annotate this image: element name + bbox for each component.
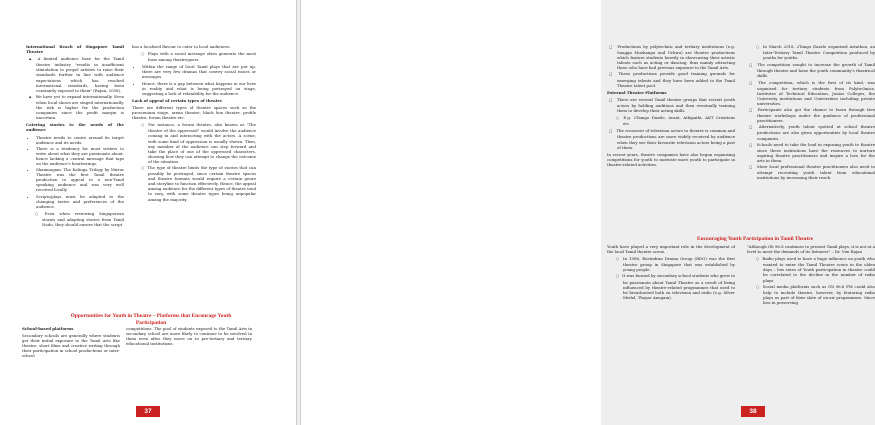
social-message-sublist	[132, 51, 256, 62]
rdg-history-list	[607, 256, 735, 300]
list-item: ○ In 1986, Ravindran Drama Group (RDG) was the first theatre group in Singapore that was established by young people.	[623, 256, 735, 272]
list-item: ◆ A limited audience base for the Tamil theatre industry "results in insufficient stimulation to propel artistes to raise their standards further in line with audience expectations which has reached international standards, having been constantly exposed to them" (Rajan, 2008).	[36, 56, 124, 93]
left-bottom-column-2	[126, 326, 252, 348]
list-item: ○ Social media platforms such as Oli 96.8 FM could also help to include theatre, however, by featuring radio plays as part of their slate of on-air programmes. Since less in preserving	[763, 284, 875, 305]
school-platforms-paragraph: Secondary schools are generally where students get their initial exposure to the Tamil Arts like theatre, short films and creative writing through their participation in school productions or inter-school	[22, 333, 120, 359]
page-number-badge: 37	[136, 406, 160, 417]
right-column-1	[607, 44, 735, 169]
list-item: • Scripts/plays must be adapted to the changing tastes and preferences of the audience.	[36, 194, 124, 209]
list-item: □ Alternatively, youth talent spotted at school theatre productions are also given opportunities by local theatre companies.	[757, 124, 875, 140]
list-item: ○ Radio plays used to have a huge influence on youth who wanted to enter the Tamil Theatre scene in the olden days – low rates of Youth participation in theatre could be correlated to the decline in the number of radio plays.	[763, 256, 875, 282]
left-column-2	[132, 44, 256, 204]
theatre-types-paragraph: There are different types of theatre spaces such as the proscenium stage, arena theatre, black box theatre, profile theatre, forum theatre etc.	[132, 104, 256, 121]
social-issues-list	[132, 64, 256, 96]
list-item: ○ The type of theatre limits the type of stories that can possibly be portrayed, since certain theatre spaces and theatre formats would require a certain genre and storyline to function effectively. Hence, the appeal among audience for the different types of theatre tend to vary, with some theatre types being unpopular among the majority.	[148, 165, 256, 202]
list-item: ○ It was formed by secondary school students who grew to be passionate about Tamil Theatre as a result of being influenced by theatre-related programmes that used to be broadcasted both on television and radio (e.g. Silver Medal, Thayar Anugam).	[623, 273, 735, 299]
right-column-2	[747, 44, 875, 182]
youth-opportunities-section-title: Opportunities for Youth in Theatre – Platforms that Encourage Youth Participation	[70, 313, 232, 326]
list-item: □ The competition sought to increase the growth of Tamil through theatre and hone the youth community's theatrical skills.	[757, 62, 875, 78]
localised-flavour-text: has a localised flavour to cater to local audiences.	[132, 44, 231, 49]
competitions-paragraph: competitions. The pool of students exposed to the Tamil Arts in secondary school are more likely to continue to be involved in them even after they move on to pre-tertiary and tertiary educational institutions.	[126, 326, 252, 347]
theatre-groups-list	[607, 97, 735, 113]
page-number-badge: 38	[741, 406, 765, 417]
left-page	[0, 0, 297, 425]
catering-stories-heading: Catering stories to the needs of the audience	[26, 122, 124, 133]
list-item: ○ In March 2018, 2Tango Dazzle organised Artathon, an Inter-Tertiary Tamil Theatre Competition produced by youths for youths.	[763, 44, 875, 60]
right-page	[300, 0, 875, 425]
list-item: ◆ We have yet to expand internationally. Even when local shows are staged internationally, the risk is higher for the production companies since the profit margin is uncertain.	[36, 94, 124, 120]
tv-actors-list	[607, 128, 735, 149]
artathon-sublist	[747, 44, 875, 60]
list-item: □ Productions by polytechnic and tertiary institutions (e.g. Sangga Muzhangu and Urhiru) are theatre productions which feature students heavily in showcasing their artistic talents such as acting or dancing, thus mainly attracting those who have had previous exposure to the Tamil Arts.	[617, 44, 735, 70]
list-item: • Hence, there is a gap between what happens in our lives in reality and what is being portrayed on stage, suggesting a lack of relatability for the audience.	[142, 81, 256, 96]
theatre-groups-sublist	[607, 115, 735, 126]
artathon-details-list	[747, 62, 875, 180]
list-item: ○ Even when reviewing Singaporean stories and adapting stories from Tamil Nadu, they should ensure that the script	[42, 211, 124, 227]
encouraging-youth-section-title: Encouraging Youth Participation in Tamil Theatre	[697, 236, 813, 242]
right-bottom-column-1	[607, 244, 735, 302]
right-bottom-column-2	[747, 244, 875, 307]
list-item: □ These productions provide good training grounds for emerging talents and they have been added to the Tamil Theatre talent pool.	[617, 71, 735, 87]
radio-plays-quote: "Although Oli 96.8 continues to present Tamil plays, it is not at a level to meet the demands of its listeners" – Dr. Vim Rajan	[747, 244, 875, 255]
list-item: □ More local professional theatre practitioners also need to attempt recruiting youth talent from educational institutions by increasing their reach.	[757, 164, 875, 180]
left-bottom-column-1	[22, 326, 120, 361]
theatre-types-sublist	[132, 122, 256, 201]
list-item: □ Participants also got the chance to learn through free theatre workshops under the guidance of professional practitioners.	[757, 107, 875, 123]
international-reach-list	[26, 56, 124, 120]
list-item: ○ E.g. 2Tamgo Dazzle, Avant, Athipathi, AKT Creations etc.	[623, 115, 735, 126]
international-reach-heading: International Reach of Singapore Tamil Theatre	[26, 44, 124, 55]
list-item: ○ For instance, a forum theatre, also known as "The theatre of the oppressed" would involve the audience coming in and interacting with the actors. A scene, with some kind of oppression is usually shown. Then, any member of the audience can step forward and take the place of one of the oppressed characters, showing how they can attempt to change the outcome of the situation.	[148, 122, 256, 164]
list-item: • Theatre needs to centre around its target audience and its needs.	[36, 135, 124, 145]
tertiary-productions-list	[607, 44, 735, 88]
left-column-1	[26, 44, 124, 229]
list-item: □ The competition, which is the first of its kind, was organised for tertiary students from Polytechnics, Institutes of Technical Education, Junior Colleges, the University institutions and Universities including private universities.	[757, 80, 875, 106]
list-item: □ Schools need to take the lead in exposing youth to theatre since these institutions have the resources to nurture aspiring theatre practitioners and inspire a love for the arts in them.	[757, 142, 875, 163]
lack-of-appeal-heading: Lack of appeal of certain types of theatre	[132, 97, 222, 103]
youth-role-paragraph: Youth have played a very important role in the development of the local Tamil theatre scene.	[607, 244, 735, 255]
catering-stories-list	[26, 135, 124, 209]
school-platforms-heading: School-based platforms	[22, 326, 74, 331]
adaptation-sublist	[26, 211, 124, 227]
list-item: • Within the range of local Tamil plays that are put up, there are very few dramas that convey social issues or messages.	[142, 64, 256, 79]
list-item: □ There are several Tamil theatre groups that recruit youth actors by holding auditions and then eventually training them to develop their acting skills.	[617, 97, 735, 113]
list-item: □ The crossover of television actors to theatre is common and theatre productions are more widely received by audience when they see their favourite television actors being a part of them.	[617, 128, 735, 149]
external-platforms-heading: External Theatre Platforms	[607, 89, 667, 95]
list-item: ○ Plays with a social message often generate the most buzz among theatregoers.	[148, 51, 256, 62]
competitions-intro-paragraph: In recent years, theatre companies have also begun organising competitions for youth to motivate more youth to participate in theatre-related activities.	[607, 151, 735, 167]
list-item: • There is a tendency for most writers to write about what they are passionate about, hence lacking a central message that taps on the audience's heartstrings.	[36, 146, 124, 166]
radio-plays-list	[747, 256, 875, 305]
list-item: • Shanmugam: The Kalinga Trilogy by Mirror Theatre was the first Tamil theatre production to appeal to a non-Tamil speaking audience and was very well received locally.	[36, 167, 124, 192]
